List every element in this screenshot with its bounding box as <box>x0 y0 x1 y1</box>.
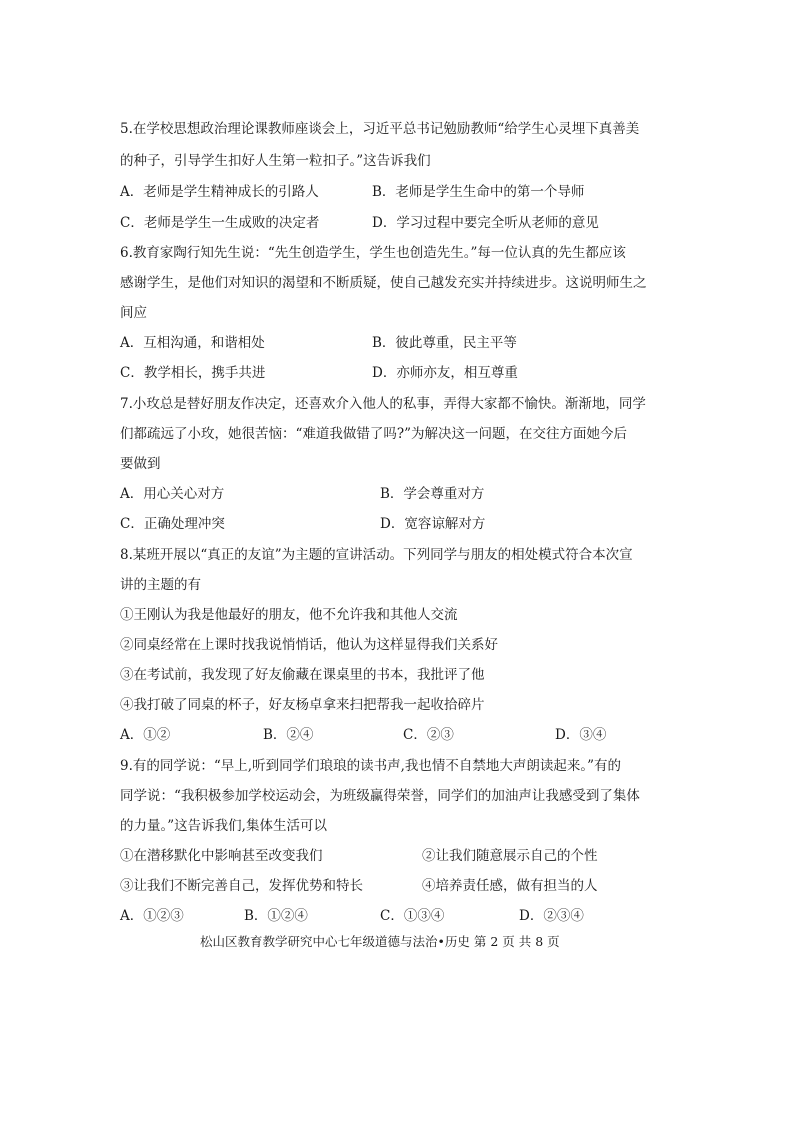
q9-stem-line-1: 9.有的同学说：“早上,听到同学们琅琅的读书声,我也情不自禁地大声朗读起来。”有的 <box>120 758 622 774</box>
q7-stem-line-2: 们都疏远了小玫，她很苦恼：“难道我做错了吗?”为解决这一问题，在交往方面她今后 <box>120 426 628 442</box>
q8-option-b: B．②④ <box>263 727 314 743</box>
q9-option-b: B．①②④ <box>244 908 308 924</box>
q6-option-b: B．彼此尊重，民主平等 <box>372 335 517 351</box>
q9-option-a: A．①②③ <box>120 908 184 924</box>
q6-option-d: D．亦师亦友，相互尊重 <box>372 365 518 381</box>
q5-option-a: A．老师是学生精神成长的引路人 <box>120 184 319 200</box>
q8-option-a: A．①② <box>120 727 171 743</box>
q8-statement-2: ②同桌经常在上课时找我说悄悄话，他认为这样显得我们关系好 <box>120 637 498 653</box>
q9-statement-4: ④培养责任感，做有担当的人 <box>422 878 598 894</box>
q5-option-d: D．学习过程中要完全听从老师的意见 <box>372 215 599 231</box>
q8-option-d: D．③④ <box>555 727 607 743</box>
page-footer: 松山区教育教学研究中心七年级道德与法治•历史 第 2 页 共 8 页 <box>200 934 560 949</box>
q7-stem-line-1: 7.小玫总是替好朋友作决定，还喜欢介入他人的私事，弄得大家都不愉快。渐渐地，同学 <box>120 396 646 412</box>
q7-option-d: D．宽容谅解对方 <box>380 516 486 532</box>
q6-option-a: A．互相沟通，和谐相处 <box>120 335 265 351</box>
q9-stem-line-2: 同学说：“我积极参加学校运动会，为班级赢得荣誉，同学们的加油声让我感受到了集体 <box>120 788 640 804</box>
q8-stem-line-2: 讲的主题的有 <box>120 577 201 593</box>
q6-stem-line-3: 间应 <box>120 305 147 321</box>
q7-option-b: B．学会尊重对方 <box>380 486 485 502</box>
q8-statement-1: ①王刚认为我是他最好的朋友，他不允许我和其他人交流 <box>120 607 458 623</box>
q8-statement-4: ④我打破了同桌的杯子，好友杨卓拿来扫把帮我一起收拾碎片 <box>120 697 485 713</box>
q9-option-d: D．②③④ <box>519 908 584 924</box>
q9-statement-2: ②让我们随意展示自己的个性 <box>422 848 598 864</box>
q9-option-c: C．①③④ <box>380 908 445 924</box>
q8-statement-3: ③在考试前，我发现了好友偷藏在课桌里的书本，我批评了他 <box>120 667 485 683</box>
q7-option-a: A．用心关心对方 <box>120 486 225 502</box>
q5-stem-line-2: 的种子，引导学生扣好人生第一粒扣子。”这告诉我们 <box>120 153 431 169</box>
q5-stem-line-1: 5.在学校思想政治理论课教师座谈会上，习近平总书记勉励教师“给学生心灵埋下真善美 <box>120 121 640 137</box>
q7-stem-line-3: 要做到 <box>120 456 161 472</box>
q7-option-c: C．正确处理冲突 <box>120 516 225 532</box>
q5-option-c: C．老师是学生一生成败的决定者 <box>120 215 320 231</box>
q9-statement-3: ③让我们不断完善自己，发挥优势和特长 <box>120 878 363 894</box>
q9-statement-1: ①在潜移默化中影响甚至改变我们 <box>120 848 323 864</box>
q6-option-c: C．教学相长，携手共进 <box>120 365 266 381</box>
q9-stem-line-3: 的力量。”这告诉我们,集体生活可以 <box>120 818 327 834</box>
q5-option-b: B．老师是学生生命中的第一个导师 <box>372 184 585 200</box>
q6-stem-line-2: 感谢学生，是他们对知识的渴望和不断质疑，使自己越发充实并持续进步。这说明师生之 <box>120 275 647 291</box>
q6-stem-line-1: 6.教育家陶行知先生说：“先生创造学生，学生也创造先生。”每一位认真的先生都应该 <box>120 245 626 261</box>
q8-option-c: C．②③ <box>403 727 454 743</box>
q8-stem-line-1: 8.某班开展以“真正的友谊”为主题的宣讲活动。下列同学与朋友的相处模式符合本次宣 <box>120 547 633 563</box>
